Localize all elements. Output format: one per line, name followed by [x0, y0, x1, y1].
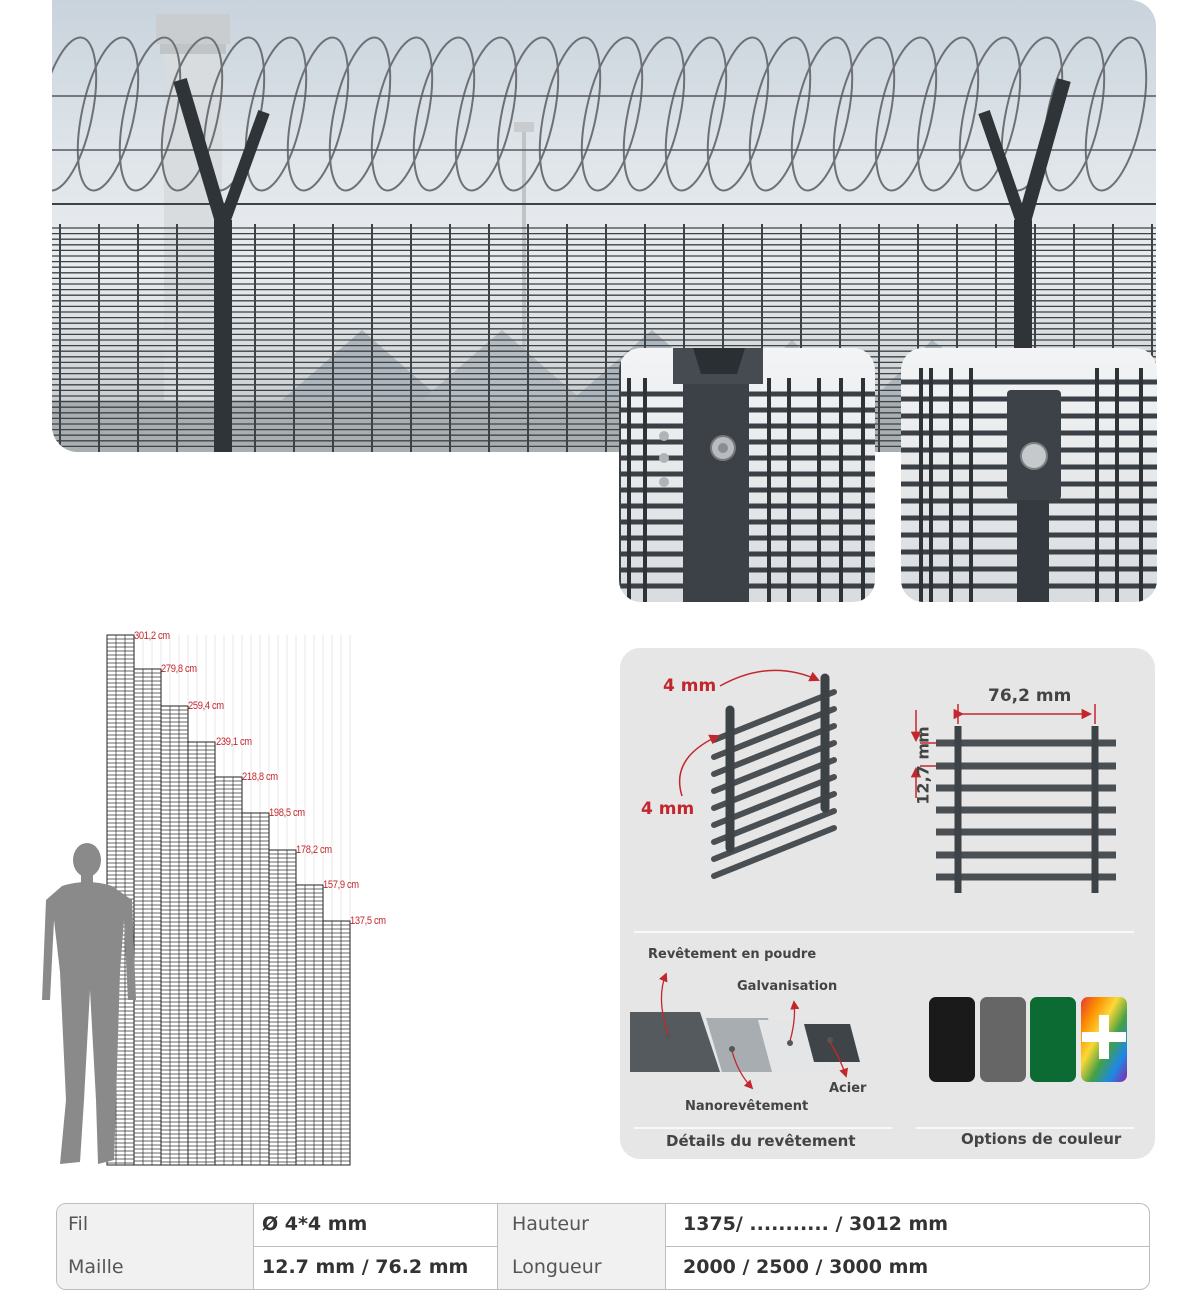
- coating-details-caption: Détails du revêtement: [666, 1132, 856, 1150]
- height-label: 239,1 cm: [216, 736, 252, 748]
- height-label: 279,8 cm: [161, 663, 197, 675]
- height-value: 1375/ ........... / 3012 mm: [665, 1204, 1150, 1247]
- color-options-caption: Options de couleur: [961, 1130, 1122, 1148]
- nanocoating-label: Nanorevêtement: [685, 1099, 809, 1114]
- panel-heights-diagram: [40, 620, 440, 1180]
- wire-diameter-label: 4 mm: [663, 676, 717, 696]
- height-label: 157,9 cm: [323, 879, 359, 891]
- mesh-grid-icon: [936, 726, 1116, 893]
- clamp-bar-detail-photo: [901, 348, 1157, 602]
- height-label: 137,5 cm: [350, 915, 386, 927]
- mesh-label: Maille: [57, 1247, 253, 1290]
- wire-diameter-label: 4 mm: [641, 799, 695, 819]
- mesh-height-label: 12,7 mm: [913, 726, 933, 805]
- steel-label: Acier: [829, 1081, 867, 1096]
- color-swatch-black[interactable]: [929, 997, 975, 1082]
- height-label: 198,5 cm: [269, 807, 305, 819]
- height-label: 301,2 cm: [134, 630, 170, 642]
- mesh-value: 12.7 mm / 76.2 mm: [253, 1247, 497, 1290]
- color-swatch-green[interactable]: [1030, 997, 1076, 1082]
- color-swatch-grey[interactable]: [980, 997, 1026, 1082]
- length-label: Longueur: [497, 1247, 665, 1290]
- galvanisation-label: Galvanisation: [737, 979, 838, 994]
- mesh-width-label: 76,2 mm: [988, 686, 1072, 706]
- panel-graphics: [620, 648, 1155, 1159]
- wire-value: Ø 4*4 mm: [253, 1204, 497, 1247]
- height-label: 178,2 cm: [296, 844, 332, 856]
- stepped-panels: [40, 620, 440, 1180]
- table-row: [57, 1204, 1149, 1247]
- height-label: 218,8 cm: [242, 771, 278, 783]
- color-swatch-custom-plus-icon[interactable]: [1081, 997, 1127, 1082]
- wire-label: Fil: [57, 1204, 253, 1247]
- specifications-table: [56, 1203, 1150, 1290]
- table-row: [57, 1247, 1149, 1290]
- height-label: 259,4 cm: [188, 700, 224, 712]
- powder-coating-label: Revêtement en poudre: [648, 947, 817, 962]
- wire-sample-icon: [714, 678, 834, 876]
- specification-panel: [620, 648, 1155, 1159]
- post-bolt-detail-photo: [619, 348, 875, 602]
- height-label-cell: Hauteur: [497, 1204, 665, 1247]
- length-value: 2000 / 2500 / 3000 mm: [665, 1247, 1150, 1290]
